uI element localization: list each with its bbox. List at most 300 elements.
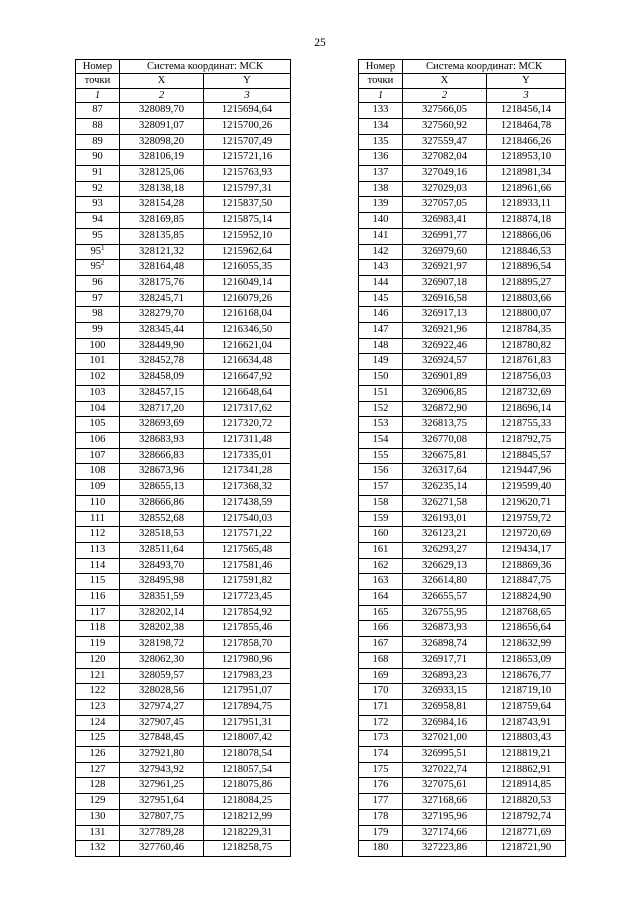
x-coordinate-cell: 326979,60 (403, 244, 487, 260)
point-number-cell: 129 (76, 794, 120, 810)
y-coordinate-cell: 1217335,01 (204, 448, 291, 464)
y-coordinate-cell: 1218721,90 (487, 841, 566, 857)
point-number-cell: 87 (76, 103, 120, 119)
point-number-cell: 173 (359, 731, 403, 747)
point-number-cell: 95 (76, 228, 120, 244)
point-number-cell: 171 (359, 699, 403, 715)
x-column-header: X (120, 74, 204, 88)
table-row (359, 527, 566, 543)
x-coordinate-cell: 328154,28 (120, 197, 204, 213)
table-row (76, 527, 291, 543)
table-row (359, 794, 566, 810)
y-coordinate-cell: 1216634,48 (204, 354, 291, 370)
column-number-3: 3 (487, 88, 566, 102)
point-number-cell: 159 (359, 511, 403, 527)
table-row (359, 747, 566, 763)
y-coordinate-cell: 1216049,14 (204, 275, 291, 291)
x-coordinate-cell: 326916,58 (403, 291, 487, 307)
x-coordinate-cell: 327951,64 (120, 794, 204, 810)
point-number-cell: 150 (359, 370, 403, 386)
y-coordinate-cell: 1217320,72 (204, 417, 291, 433)
table-row (76, 432, 291, 448)
point-number-cell: 134 (359, 118, 403, 134)
y-coordinate-cell: 1217311,48 (204, 432, 291, 448)
table-row (76, 605, 291, 621)
point-number-cell: 102 (76, 370, 120, 386)
point-number-header-line2: точки (359, 74, 403, 88)
table-row (359, 605, 566, 621)
column-number-2: 2 (120, 88, 204, 102)
point-number-cell: 105 (76, 417, 120, 433)
y-coordinate-cell: 1218862,91 (487, 762, 566, 778)
x-coordinate-cell: 328495,98 (120, 574, 204, 590)
x-coordinate-cell: 328673,96 (120, 464, 204, 480)
table-row (359, 574, 566, 590)
column-number-1: 1 (359, 88, 403, 102)
point-number-cell: 136 (359, 150, 403, 166)
table-row (76, 621, 291, 637)
table-row (359, 260, 566, 276)
x-coordinate-cell: 328135,85 (120, 228, 204, 244)
table-row (359, 307, 566, 323)
point-number-cell: 119 (76, 637, 120, 653)
point-number-cell: 96 (76, 275, 120, 291)
point-number-cell: 130 (76, 809, 120, 825)
y-coordinate-cell: 1215707,49 (204, 134, 291, 150)
point-number-cell: 133 (359, 103, 403, 119)
y-coordinate-cell: 1216055,35 (204, 260, 291, 276)
y-coordinate-cell: 1218784,35 (487, 323, 566, 339)
point-number-cell: 147 (359, 323, 403, 339)
y-coordinate-cell: 1218653,09 (487, 652, 566, 668)
y-coordinate-cell: 1218896,54 (487, 260, 566, 276)
y-coordinate-cell: 1217951,07 (204, 684, 291, 700)
point-number-cell: 104 (76, 401, 120, 417)
point-number-header: Номер (76, 60, 120, 74)
y-coordinate-cell: 1218732,69 (487, 385, 566, 401)
point-number-cell: $95^1$ (76, 244, 120, 260)
point-number-cell: 108 (76, 464, 120, 480)
y-coordinate-cell: 1218656,64 (487, 621, 566, 637)
point-number-cell: 176 (359, 778, 403, 794)
x-coordinate-cell: 328202,14 (120, 605, 204, 621)
x-coordinate-cell: 328458,09 (120, 370, 204, 386)
table-row (76, 307, 291, 323)
x-coordinate-cell: 326755,95 (403, 605, 487, 621)
point-number-cell: 165 (359, 605, 403, 621)
y-coordinate-cell: 1219620,71 (487, 495, 566, 511)
x-coordinate-cell: 327049,16 (403, 166, 487, 182)
x-coordinate-cell: 328106,19 (120, 150, 204, 166)
x-coordinate-cell: 328693,69 (120, 417, 204, 433)
table-row (359, 448, 566, 464)
x-coordinate-cell: 328666,86 (120, 495, 204, 511)
y-coordinate-cell: 1217571,22 (204, 527, 291, 543)
y-coordinate-cell: 1218914,85 (487, 778, 566, 794)
x-coordinate-cell: 328511,64 (120, 542, 204, 558)
table-row (359, 103, 566, 119)
point-number-cell: 115 (76, 574, 120, 590)
y-coordinate-cell: 1218803,43 (487, 731, 566, 747)
table-row (76, 590, 291, 606)
table-body-right (359, 103, 566, 857)
y-coordinate-cell: 1215763,93 (204, 166, 291, 182)
x-coordinate-cell: 326193,01 (403, 511, 487, 527)
point-number-cell: 137 (359, 166, 403, 182)
point-number-cell: 124 (76, 715, 120, 731)
y-coordinate-cell: 1218756,03 (487, 370, 566, 386)
x-coordinate-cell: 327082,04 (403, 150, 487, 166)
table-row (359, 166, 566, 182)
point-number-cell: 163 (359, 574, 403, 590)
y-coordinate-cell: 1217438,59 (204, 495, 291, 511)
y-coordinate-cell: 1218755,33 (487, 417, 566, 433)
x-coordinate-cell: 328345,44 (120, 323, 204, 339)
table-row (76, 181, 291, 197)
point-number-cell: 170 (359, 684, 403, 700)
point-number-cell: 155 (359, 448, 403, 464)
x-coordinate-cell: 328452,78 (120, 354, 204, 370)
y-coordinate-cell: 1218258,75 (204, 841, 291, 857)
y-column-header: Y (204, 74, 291, 88)
y-coordinate-cell: 1218084,25 (204, 794, 291, 810)
table-row (359, 401, 566, 417)
y-column-header: Y (487, 74, 566, 88)
y-coordinate-cell: 1218780,82 (487, 338, 566, 354)
point-number-cell: 158 (359, 495, 403, 511)
table-row (76, 166, 291, 182)
y-coordinate-cell: 1215694,64 (204, 103, 291, 119)
x-coordinate-cell: 328493,70 (120, 558, 204, 574)
point-number-cell: 141 (359, 228, 403, 244)
y-coordinate-cell: 1215837,50 (204, 197, 291, 213)
point-number-cell: 88 (76, 118, 120, 134)
point-number-cell: 140 (359, 213, 403, 229)
x-coordinate-cell: 328028,56 (120, 684, 204, 700)
x-coordinate-cell: 328098,20 (120, 134, 204, 150)
x-coordinate-cell: 326906,85 (403, 385, 487, 401)
point-number-cell: 131 (76, 825, 120, 841)
y-coordinate-cell: 1217854,92 (204, 605, 291, 621)
table-row (359, 825, 566, 841)
table-row (359, 197, 566, 213)
y-coordinate-cell: 1217983,23 (204, 668, 291, 684)
point-number-cell: 161 (359, 542, 403, 558)
table-row (359, 637, 566, 653)
table-row (76, 118, 291, 134)
point-number-cell: 127 (76, 762, 120, 778)
table-row (76, 558, 291, 574)
y-coordinate-cell: 1218676,77 (487, 668, 566, 684)
y-coordinate-cell: 1218824,90 (487, 590, 566, 606)
table-row (359, 275, 566, 291)
x-coordinate-cell: 328059,57 (120, 668, 204, 684)
point-number-cell: 179 (359, 825, 403, 841)
x-coordinate-cell: 327921,80 (120, 747, 204, 763)
point-number-cell: 138 (359, 181, 403, 197)
point-number-cell: 156 (359, 464, 403, 480)
x-coordinate-cell: 326901,89 (403, 370, 487, 386)
y-coordinate-cell: 1219599,40 (487, 480, 566, 496)
y-coordinate-cell: 1218719,10 (487, 684, 566, 700)
point-number-header-line2: точки (76, 74, 120, 88)
table-row (76, 715, 291, 731)
y-coordinate-cell: 1218847,75 (487, 574, 566, 590)
point-number-cell: 122 (76, 684, 120, 700)
table-row (76, 731, 291, 747)
y-coordinate-cell: 1215700,26 (204, 118, 291, 134)
table-row (359, 213, 566, 229)
x-coordinate-cell: 326984,16 (403, 715, 487, 731)
x-coordinate-cell: 326123,21 (403, 527, 487, 543)
table-row (76, 417, 291, 433)
table-row (76, 542, 291, 558)
column-number-1: 1 (76, 88, 120, 102)
y-coordinate-cell: 1219759,72 (487, 511, 566, 527)
x-coordinate-cell: 326898,74 (403, 637, 487, 653)
x-coordinate-cell: 326983,41 (403, 213, 487, 229)
y-coordinate-cell: 1215721,16 (204, 150, 291, 166)
column-number-3: 3 (204, 88, 291, 102)
x-coordinate-cell: 326614,80 (403, 574, 487, 590)
point-number-cell: 111 (76, 511, 120, 527)
point-number-cell: 117 (76, 605, 120, 621)
page-number: 25 (314, 37, 326, 49)
y-coordinate-cell: 1218800,07 (487, 307, 566, 323)
y-coordinate-cell: 1215875,14 (204, 213, 291, 229)
table-row (359, 228, 566, 244)
y-coordinate-cell: 1218981,34 (487, 166, 566, 182)
point-number-cell: 121 (76, 668, 120, 684)
x-coordinate-cell: 328655,13 (120, 480, 204, 496)
x-coordinate-cell: 328198,72 (120, 637, 204, 653)
x-coordinate-cell: 328138,18 (120, 181, 204, 197)
point-number-cell: 166 (359, 621, 403, 637)
table-row (359, 150, 566, 166)
x-coordinate-cell: 326873,93 (403, 621, 487, 637)
point-number-cell: 178 (359, 809, 403, 825)
x-coordinate-cell: 327961,25 (120, 778, 204, 794)
table-row (76, 103, 291, 119)
table-row (76, 291, 291, 307)
point-number-cell: 94 (76, 213, 120, 229)
x-coordinate-cell: 328062,30 (120, 652, 204, 668)
point-number-cell: 126 (76, 747, 120, 763)
x-coordinate-cell: 328279,70 (120, 307, 204, 323)
table-row (359, 652, 566, 668)
y-coordinate-cell: 1216621,04 (204, 338, 291, 354)
point-number-cell: 139 (359, 197, 403, 213)
y-coordinate-cell: 1218866,06 (487, 228, 566, 244)
coordinate-system-header: Система координат: МСК (403, 60, 566, 74)
table-row (359, 323, 566, 339)
table-row (359, 432, 566, 448)
x-coordinate-cell: 328169,85 (120, 213, 204, 229)
point-number-cell: 175 (359, 762, 403, 778)
y-coordinate-cell: 1217951,31 (204, 715, 291, 731)
y-coordinate-cell: 1218895,27 (487, 275, 566, 291)
x-coordinate-cell: 327223,86 (403, 841, 487, 857)
y-coordinate-cell: 1218953,10 (487, 150, 566, 166)
x-coordinate-cell: 327974,27 (120, 699, 204, 715)
point-number-cell: 89 (76, 134, 120, 150)
point-number-cell: 103 (76, 385, 120, 401)
table-header (76, 60, 291, 103)
x-coordinate-cell: 327559,47 (403, 134, 487, 150)
y-coordinate-cell: 1217858,70 (204, 637, 291, 653)
point-number-cell: 93 (76, 197, 120, 213)
table-row (359, 715, 566, 731)
table-row (359, 417, 566, 433)
y-coordinate-cell: 1215797,31 (204, 181, 291, 197)
y-coordinate-cell: 1217317,62 (204, 401, 291, 417)
x-coordinate-cell: 326991,77 (403, 228, 487, 244)
point-number-cell: 148 (359, 338, 403, 354)
y-coordinate-cell: 1217591,82 (204, 574, 291, 590)
x-coordinate-cell: 327943,92 (120, 762, 204, 778)
x-coordinate-cell: 328717,20 (120, 401, 204, 417)
column-number-2: 2 (403, 88, 487, 102)
point-number-cell: 149 (359, 354, 403, 370)
y-coordinate-cell: 1218846,53 (487, 244, 566, 260)
y-coordinate-cell: 1218078,54 (204, 747, 291, 763)
y-coordinate-cell: 1219447,96 (487, 464, 566, 480)
table-row (359, 621, 566, 637)
table-row (76, 354, 291, 370)
point-number-cell: 142 (359, 244, 403, 260)
table-row (76, 228, 291, 244)
table-header (359, 60, 566, 103)
table-row (76, 762, 291, 778)
y-coordinate-cell: 1215952,10 (204, 228, 291, 244)
table-row (76, 747, 291, 763)
table-row (359, 354, 566, 370)
point-index-superscript: 2 (101, 259, 105, 268)
point-number-cell: 98 (76, 307, 120, 323)
x-coordinate-cell: 326917,13 (403, 307, 487, 323)
coordinates-table-right (358, 59, 566, 857)
point-number-cell: 164 (359, 590, 403, 606)
point-number-cell: 113 (76, 542, 120, 558)
x-coordinate-cell: 326893,23 (403, 668, 487, 684)
point-number-cell: 107 (76, 448, 120, 464)
y-coordinate-cell: 1218466,26 (487, 134, 566, 150)
x-coordinate-cell: 326770,08 (403, 432, 487, 448)
point-number-header: Номер (359, 60, 403, 74)
x-coordinate-cell: 328175,76 (120, 275, 204, 291)
table-row (76, 809, 291, 825)
x-coordinate-cell: 327789,28 (120, 825, 204, 841)
point-number-cell: 151 (359, 385, 403, 401)
point-number-cell: 106 (76, 432, 120, 448)
x-coordinate-cell: 326675,81 (403, 448, 487, 464)
table-row (76, 401, 291, 417)
x-coordinate-cell: 326921,96 (403, 323, 487, 339)
table-row (76, 684, 291, 700)
table-row (359, 464, 566, 480)
table-body-left (76, 103, 291, 857)
y-coordinate-cell: 1216079,26 (204, 291, 291, 307)
x-coordinate-cell: 327075,61 (403, 778, 487, 794)
table-row (359, 699, 566, 715)
point-number-cell: 112 (76, 527, 120, 543)
x-coordinate-cell: 326921,97 (403, 260, 487, 276)
point-number-cell: 120 (76, 652, 120, 668)
point-number-cell: 135 (359, 134, 403, 150)
point-number-cell: 109 (76, 480, 120, 496)
point-number-cell: 146 (359, 307, 403, 323)
x-coordinate-cell: 327848,45 (120, 731, 204, 747)
table-row (359, 370, 566, 386)
table-row (76, 244, 291, 260)
y-coordinate-cell: 1217855,46 (204, 621, 291, 637)
table-row (76, 134, 291, 150)
y-coordinate-cell: 1219434,17 (487, 542, 566, 558)
x-coordinate-cell: 326995,51 (403, 747, 487, 763)
x-coordinate-cell: 328121,32 (120, 244, 204, 260)
y-coordinate-cell: 1218075,86 (204, 778, 291, 794)
point-number-cell: 167 (359, 637, 403, 653)
x-coordinate-cell: 328089,70 (120, 103, 204, 119)
table-row (359, 495, 566, 511)
x-coordinate-cell: 328202,38 (120, 621, 204, 637)
x-coordinate-cell: 326907,18 (403, 275, 487, 291)
y-coordinate-cell: 1216647,92 (204, 370, 291, 386)
y-coordinate-cell: 1218743,91 (487, 715, 566, 731)
point-number-cell: 91 (76, 166, 120, 182)
table-row (76, 637, 291, 653)
y-coordinate-cell: 1217980,96 (204, 652, 291, 668)
y-coordinate-cell: 1218007,42 (204, 731, 291, 747)
table-row (359, 668, 566, 684)
point-number-cell: 145 (359, 291, 403, 307)
point-number-cell: 144 (359, 275, 403, 291)
x-coordinate-cell: 328449,90 (120, 338, 204, 354)
point-number-cell: 125 (76, 731, 120, 747)
y-coordinate-cell: 1217581,46 (204, 558, 291, 574)
y-coordinate-cell: 1215962,64 (204, 244, 291, 260)
y-coordinate-cell: 1219720,69 (487, 527, 566, 543)
table-row (76, 323, 291, 339)
point-index-superscript: 1 (101, 243, 105, 252)
y-coordinate-cell: 1218759,64 (487, 699, 566, 715)
x-coordinate-cell: 327168,66 (403, 794, 487, 810)
x-coordinate-cell: 327566,05 (403, 103, 487, 119)
table-row (76, 778, 291, 794)
y-coordinate-cell: 1218632,99 (487, 637, 566, 653)
x-coordinate-cell: 328666,83 (120, 448, 204, 464)
x-coordinate-cell: 328457,15 (120, 385, 204, 401)
point-number-cell: 92 (76, 181, 120, 197)
y-coordinate-cell: 1218696,14 (487, 401, 566, 417)
x-coordinate-cell: 327195,96 (403, 809, 487, 825)
x-coordinate-cell: 327907,45 (120, 715, 204, 731)
point-number-cell: 123 (76, 699, 120, 715)
point-number-cell: 116 (76, 590, 120, 606)
point-number-cell: 118 (76, 621, 120, 637)
table-row (359, 181, 566, 197)
table-row (76, 197, 291, 213)
y-coordinate-cell: 1217723,45 (204, 590, 291, 606)
table-row (359, 244, 566, 260)
table-row (76, 370, 291, 386)
x-coordinate-cell: 326235,14 (403, 480, 487, 496)
y-coordinate-cell: 1218057,54 (204, 762, 291, 778)
x-coordinate-cell: 328164,48 (120, 260, 204, 276)
table-row (359, 778, 566, 794)
table-row (76, 495, 291, 511)
x-coordinate-cell: 328091,07 (120, 118, 204, 134)
